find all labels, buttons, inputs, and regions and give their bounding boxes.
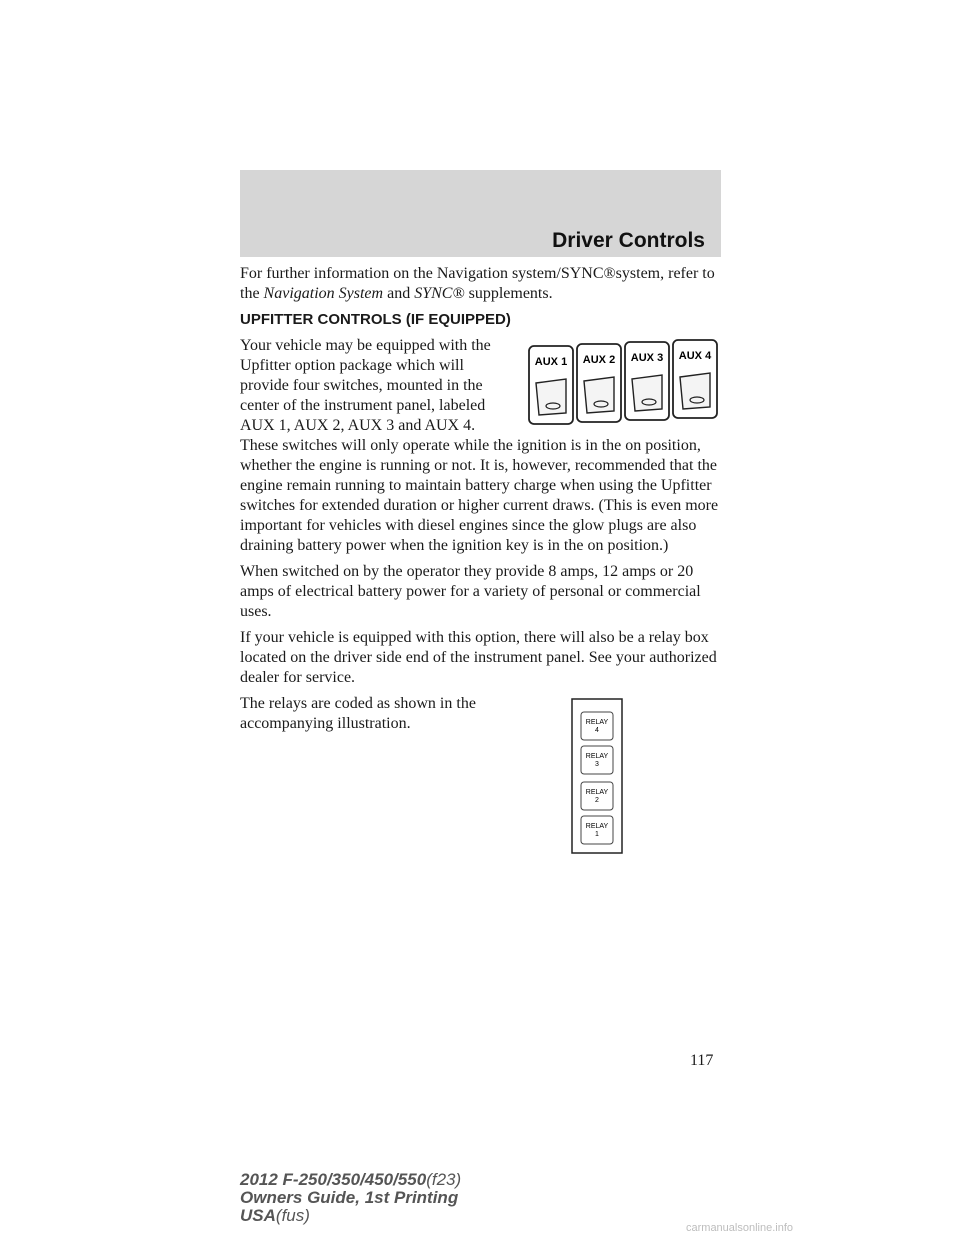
relay-label: RELAY <box>585 753 609 760</box>
footer-printing: Owners Guide, 1st Printing <box>240 1188 459 1207</box>
section-title: Driver Controls <box>552 229 705 252</box>
nav-text-and: and <box>387 285 411 302</box>
nav-text-prefix: For further information on the Navigation system/SYNC®system, refer to the <box>240 265 715 302</box>
upfitter-description-paragraph: Your vehicle may be equipped with the Upfitter option package which will provide four switches, mounted in the center of the instrument panel, labeled AUX 1, AUX 2, AUX 3 and AUX 4. These switches will only operate while the ignition is in the on position, whether the engine is running or not. It is, however, recommended that the engine remain running to maintain battery charge when using the Upfitter switches for extended duration or higher current draws. (This is even more important for vehicles with diesel engines since the glow plugs are also draining battery power when the ignition key is in the on position.) <box>240 337 719 554</box>
aux-switch <box>673 340 717 418</box>
aux-switch-label: AUX 2 <box>582 354 616 366</box>
amperage-paragraph: When switched on by the operator they provide 8 amps, 12 amps or 20 amps of electrical battery power for a variety of personal or commercial uses. <box>240 563 701 620</box>
relay-label: RELAY <box>585 789 609 796</box>
relay-label: RELAY <box>585 823 609 830</box>
header-band <box>240 170 721 257</box>
watermark: carmanualsonline.info <box>686 1222 794 1234</box>
footer <box>240 1171 461 1225</box>
relay-number: 4 <box>595 727 599 734</box>
upfitter-heading: UPFITTER CONTROLS (IF EQUIPPED) <box>240 311 511 328</box>
footer-market-code: (fus) <box>275 1206 310 1225</box>
footer-market: USA <box>240 1206 276 1225</box>
footer-model-code: (f23) <box>426 1170 462 1189</box>
footer-line-2 <box>240 1189 461 1207</box>
aux-switch <box>625 342 669 420</box>
page-number: 117 <box>690 1052 714 1069</box>
relay-number: 2 <box>595 797 599 804</box>
sync-title: SYNC® <box>414 285 465 302</box>
relay <box>581 746 613 774</box>
relay-coding-paragraph: The relays are coded as shown in the accompanying illustration. <box>240 695 476 732</box>
aux-switch-label: AUX 4 <box>678 350 712 362</box>
relay-box-illustration <box>571 698 623 854</box>
aux-switch <box>577 344 621 422</box>
footer-model: 2012 F-250/350/450/550 <box>240 1170 427 1189</box>
relay <box>581 782 613 810</box>
relay <box>581 712 613 740</box>
aux-switch-label: AUX 3 <box>630 352 664 364</box>
nav-text-suffix: supplements. <box>468 285 553 302</box>
relay-number: 3 <box>595 761 599 768</box>
relay-label: RELAY <box>585 719 609 726</box>
aux-switch <box>529 346 573 424</box>
footer-line-3 <box>240 1207 461 1225</box>
nav-system-title: Navigation System <box>263 285 384 302</box>
relay <box>581 816 613 844</box>
aux-switches-illustration <box>527 338 727 426</box>
footer-line-1 <box>240 1171 461 1189</box>
page-content <box>240 264 721 854</box>
nav-reference-paragraph <box>240 264 721 304</box>
relay-number: 1 <box>595 831 599 838</box>
relay-box-paragraph: If your vehicle is equipped with this option, there will also be a relay box located on the driver side end of the instrument panel. See your authorized dealer for service. <box>240 629 717 686</box>
aux-switch-label: AUX 1 <box>534 356 568 368</box>
